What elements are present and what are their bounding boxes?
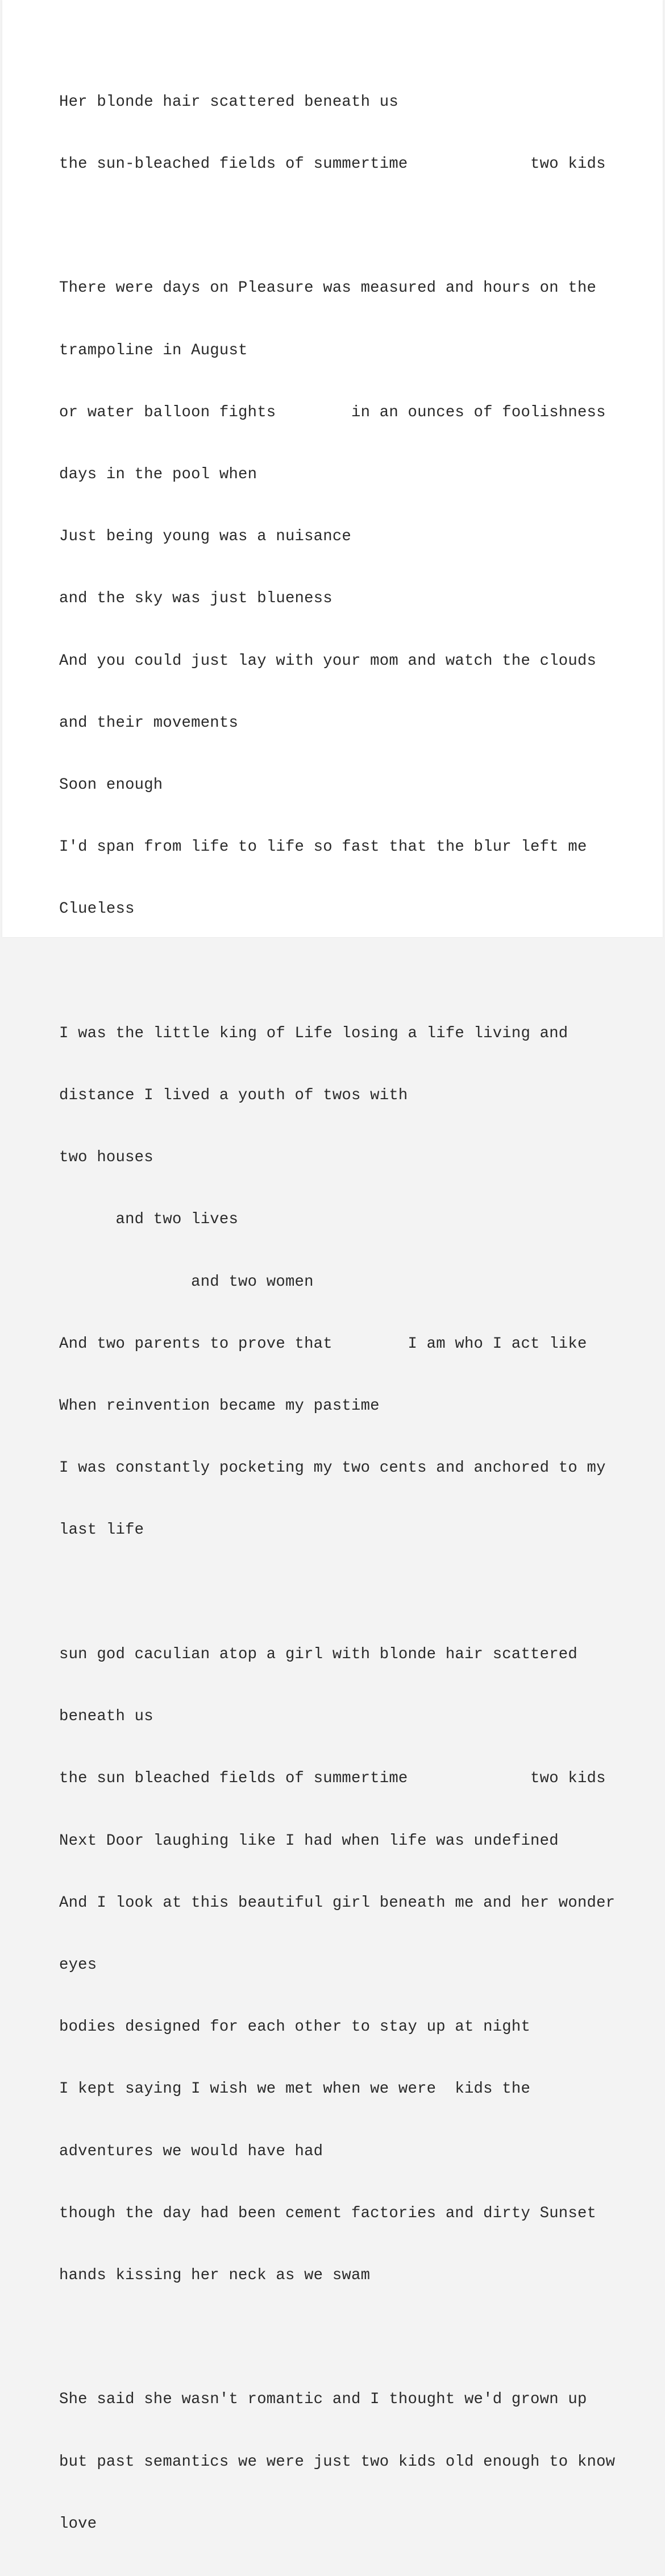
document-page (2, 0, 663, 2533)
poem-line: When reinvention became my pastime (59, 1397, 380, 1415)
poem-line: and their movements (59, 714, 239, 732)
poem-line: I'd span from life to life so fast that the blur left me (59, 838, 587, 856)
poem-line: days in the pool when (59, 466, 257, 484)
poem-line: and two women (59, 1273, 314, 1291)
poem-line: or water balloon fights in an ounces of foolishness (59, 403, 606, 421)
poem-line: trampoline in August (59, 341, 248, 359)
poem-line: the sun-bleached fields of summertime two kids (59, 155, 606, 173)
poem-line: Just being young was a nuisance (59, 528, 352, 546)
poem-line: I kept saying I wish we met when we were kids the (59, 2080, 531, 2098)
poem-line: I was the little king of Life losing a life living and (59, 1024, 568, 1042)
poem-line: She said she wasn't romantic and I thought we'd grown up (59, 2391, 587, 2409)
poem-line (59, 962, 615, 982)
poem-line: the sun bleached fields of summertime two kids (59, 1770, 606, 1788)
poem-line: Clueless (59, 900, 135, 918)
poem-line: love (59, 2515, 97, 2533)
poem-line: And two parents to prove that I am who I act like (59, 1335, 587, 1353)
poem-line (59, 216, 615, 237)
poem-line: and the sky was just blueness (59, 590, 332, 608)
poem-line: beneath us (59, 1708, 153, 1726)
poem-line (59, 2327, 615, 2348)
poem-line (59, 1583, 615, 1603)
poem-line: I was constantly pocketing my two cents and anchored to my (59, 1459, 606, 1477)
poem-line: Soon enough (59, 776, 163, 794)
poem-line: sun god caculian atop a girl with blonde hair scattered (59, 1645, 577, 1663)
poem-line: hands kissing her neck as we swam (59, 2266, 371, 2284)
poem-line: eyes (59, 1956, 97, 1974)
poem-line: Her blonde hair scattered beneath us (59, 93, 398, 111)
poem-line: but past semantics we were just two kids old enough to know (59, 2453, 616, 2471)
poem-line: There were days on Pleasure was measured and hours on the (59, 279, 597, 297)
poem-line: And you could just lay with your mom and watch the clouds (59, 652, 597, 670)
poem-line: two houses (59, 1149, 153, 1167)
poem-line: adventures we would have had (59, 2142, 323, 2160)
poem-line: though the day had been cement factories and dirty Sunset (59, 2204, 597, 2222)
poem-line: distance I lived a youth of twos with (59, 1087, 408, 1105)
poem-line: And I look at this beautiful girl beneath me and her wonder (59, 1894, 616, 1912)
poem-line: and two lives (59, 1211, 239, 1229)
poem-line: last life (59, 1521, 144, 1539)
poem-line: Next Door laughing like I had when life was undefined (59, 1832, 559, 1850)
poem-line: bodies designed for each other to stay up at night (59, 2018, 531, 2036)
poem-text (59, 51, 615, 2576)
